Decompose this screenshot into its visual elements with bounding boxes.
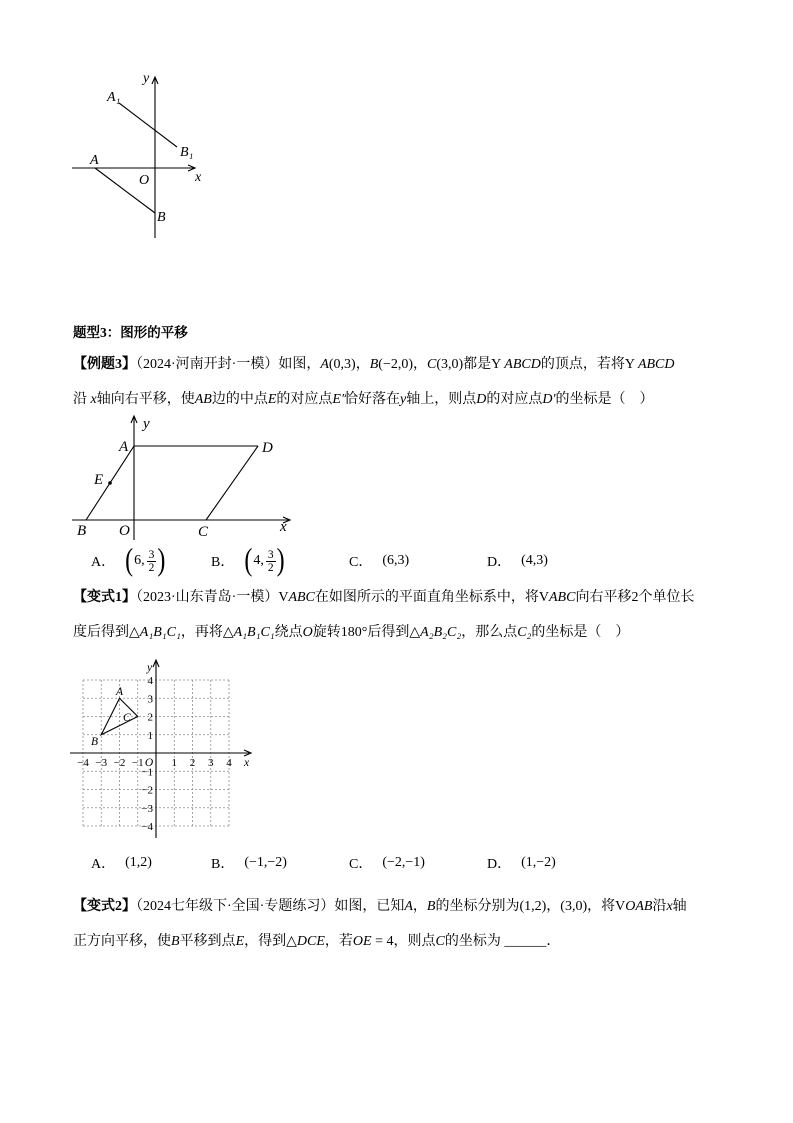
point-e-dot <box>108 481 112 485</box>
label-origin: O <box>119 523 130 539</box>
fraction-denominator: 2 <box>267 561 274 574</box>
text-run: 的坐标是（ ） <box>555 392 654 407</box>
math-variable: A <box>320 357 329 372</box>
text-run: 平移到点 <box>179 934 236 949</box>
text-run: 正方向平移，使 <box>73 934 171 949</box>
bold-tag: 【例题3】 <box>73 357 136 372</box>
option-label: B． <box>211 857 235 872</box>
option-d[interactable] <box>487 546 548 576</box>
math-variable: E′ <box>332 392 345 407</box>
text-run: ，得到△ <box>244 934 297 949</box>
x-tick-label: 2 <box>189 757 196 769</box>
text-run: （2023·山东青岛·一模）V <box>136 590 289 605</box>
x-tick-label: 4 <box>226 757 232 769</box>
option-value: (6,3) <box>382 553 410 568</box>
fraction-numerator: 3 <box>267 548 274 561</box>
math-variable: B <box>426 899 436 914</box>
bold-tag: 【变式2】 <box>73 899 136 914</box>
math-variable: x <box>666 899 673 914</box>
variant2-line-2 <box>73 932 560 952</box>
fraction-numerator: 3 <box>148 548 155 561</box>
text-run: ，那么点 <box>461 625 518 640</box>
label-axis-x: x <box>195 170 202 185</box>
math-variable: D <box>476 392 487 407</box>
text-run: 旋转180°后得到△ <box>312 625 421 640</box>
option-label: C． <box>349 857 373 872</box>
math-variable: DCE <box>296 934 325 949</box>
paren-right: ) <box>157 544 166 578</box>
label-point-a: A <box>116 686 124 698</box>
option-a[interactable] <box>91 546 165 576</box>
y-tick-label: 2 <box>147 711 153 724</box>
example3-line-2 <box>73 390 654 410</box>
option-value: (−1,−2) <box>244 855 287 870</box>
label-point-a: A <box>90 153 99 168</box>
math-variable: A₁B₁C₁ <box>233 625 275 640</box>
label-point-a1: A₁ <box>107 90 121 105</box>
math-variable: D′ <box>542 392 556 407</box>
option-value: (1,−2) <box>521 855 556 870</box>
math-variable: AB <box>194 392 212 407</box>
option-label: A． <box>91 555 116 570</box>
text-run: （2024·河南开封·一模）如图， <box>136 357 321 372</box>
y-tick-label: −2 <box>141 784 153 797</box>
option-c[interactable] <box>349 546 409 576</box>
text-run: （2024七年级下·全国·专题练习）如图，已知 <box>136 899 405 914</box>
text-run: (−2,0)， <box>378 357 428 372</box>
label-point-b: B <box>157 210 166 225</box>
math-variable: C <box>427 357 437 372</box>
text-run: 的顶点，若将Y <box>540 357 638 372</box>
option-value-whole: 4, <box>253 553 264 568</box>
label-point-b1: B₁ <box>180 145 194 160</box>
math-variable: A₂B₂C₂ <box>420 625 462 640</box>
text-run: 向右平移2个单位长 <box>575 590 695 605</box>
option-b[interactable] <box>211 853 287 873</box>
label-point-e: E <box>94 472 104 488</box>
label-origin: O <box>139 173 150 188</box>
math-variable: ABC <box>549 590 576 605</box>
bold-tag: 【变式1】 <box>73 590 136 605</box>
label-point-b: B <box>91 736 99 748</box>
option-d[interactable] <box>487 853 556 873</box>
option-label: B． <box>211 555 235 570</box>
text-run: 度后得到△ <box>73 625 140 640</box>
text-run: ，若 <box>324 934 353 949</box>
option-label: C． <box>349 555 373 570</box>
label-point-d: D <box>262 440 273 456</box>
text-run: 的坐标是（ ） <box>531 625 630 640</box>
x-tick-label: −2 <box>113 757 126 769</box>
text-run: 在如图所示的平面直角坐标系中，将V <box>314 590 549 605</box>
option-label: D． <box>487 555 512 570</box>
text-run: 轴上，则点 <box>406 392 477 407</box>
math-variable: E <box>267 392 277 407</box>
label-axis-x: x <box>280 519 287 535</box>
text-run: 沿 <box>652 899 667 914</box>
math-variable: OE <box>352 934 372 949</box>
x-tick-label: −3 <box>95 757 108 769</box>
variant1-line-2 <box>73 623 629 643</box>
math-variable: OAB <box>625 899 653 914</box>
section-title: 题型3：图形的平移 <box>73 325 188 340</box>
text-run: ，再将△ <box>180 625 234 640</box>
paren-left: ( <box>244 544 253 578</box>
option-b[interactable] <box>211 546 285 576</box>
label-point-c: C <box>123 712 131 724</box>
x-tick-label: −4 <box>77 757 89 769</box>
y-tick-label: 1 <box>147 729 153 742</box>
figure-grid-triangle <box>65 655 265 845</box>
option-a[interactable] <box>91 853 152 873</box>
math-variable: ABCD <box>637 357 675 372</box>
option-value: (4,3) <box>521 553 548 568</box>
y-tick-label: 4 <box>147 675 153 687</box>
text-run: 轴 <box>672 899 687 914</box>
text-run: 的对应点 <box>486 392 543 407</box>
option-c[interactable] <box>349 853 425 873</box>
text-run: 轴向右平移，使 <box>96 392 195 407</box>
label-axis-y: y <box>147 662 153 674</box>
math-variable: ABC <box>288 590 315 605</box>
text-run: 绕点 <box>274 625 303 640</box>
math-variable: A₁B₁C₁ <box>139 625 181 640</box>
label-point-a: A <box>119 439 129 455</box>
fraction-denominator: 2 <box>148 561 155 574</box>
text-run: 边的中点 <box>211 392 268 407</box>
fraction <box>266 549 276 574</box>
side-d-c <box>206 446 258 520</box>
option-value: (1,2) <box>125 855 152 870</box>
label-point-c: C <box>198 524 209 540</box>
option-value-whole: 6, <box>134 553 145 568</box>
math-variable: C <box>435 934 445 949</box>
y-tick-label: 3 <box>147 693 153 706</box>
text-run: ， <box>412 899 427 914</box>
segment-a1-b1 <box>119 103 177 147</box>
paren-right: ) <box>276 544 285 578</box>
option-label: A． <box>91 857 116 872</box>
text-run: = 4，则点 <box>371 934 436 949</box>
math-variable: E <box>235 934 245 949</box>
label-origin: O <box>144 757 154 769</box>
math-variable: x <box>90 392 97 407</box>
paren-left: ( <box>125 544 134 578</box>
text-run: 沿 <box>73 392 91 407</box>
label-axis-y: y <box>143 416 150 432</box>
y-tick-label: −1 <box>141 766 153 779</box>
text-run: (3,0)都是Y <box>436 357 505 372</box>
math-variable: A <box>404 899 413 914</box>
math-variable: C₂ <box>517 625 532 640</box>
x-tick-label: 1 <box>171 757 177 769</box>
label-axis-y: y <box>143 71 150 86</box>
variant1-line-1 <box>73 588 694 608</box>
text-run: 的坐标分别为(1,2)，(3,0)，将V <box>435 899 626 914</box>
math-variable: B <box>369 357 379 372</box>
y-tick-label: −3 <box>141 802 153 815</box>
text-run: 的坐标为 ______． <box>444 934 561 949</box>
label-axis-x: x <box>244 757 250 769</box>
label-point-b: B <box>77 523 87 539</box>
x-tick-label: 3 <box>208 757 214 769</box>
x-tick-label: −1 <box>131 757 144 769</box>
text-run: 恰好落在 <box>344 392 401 407</box>
y-tick-label: −4 <box>141 821 153 833</box>
math-variable: B <box>171 934 180 949</box>
figure-segments <box>60 60 220 250</box>
variant2-line-1 <box>73 897 687 917</box>
option-label: D． <box>487 857 512 872</box>
figure-parallelogram <box>60 410 300 550</box>
math-variable: O <box>302 625 313 640</box>
fraction <box>147 549 157 574</box>
option-value: (−2,−1) <box>382 855 425 870</box>
example3-line-1 <box>73 355 675 375</box>
math-variable: y <box>400 392 407 407</box>
text-run: (0,3)， <box>328 357 370 372</box>
math-variable: ABCD <box>504 357 541 372</box>
text-run: 的对应点 <box>276 392 333 407</box>
